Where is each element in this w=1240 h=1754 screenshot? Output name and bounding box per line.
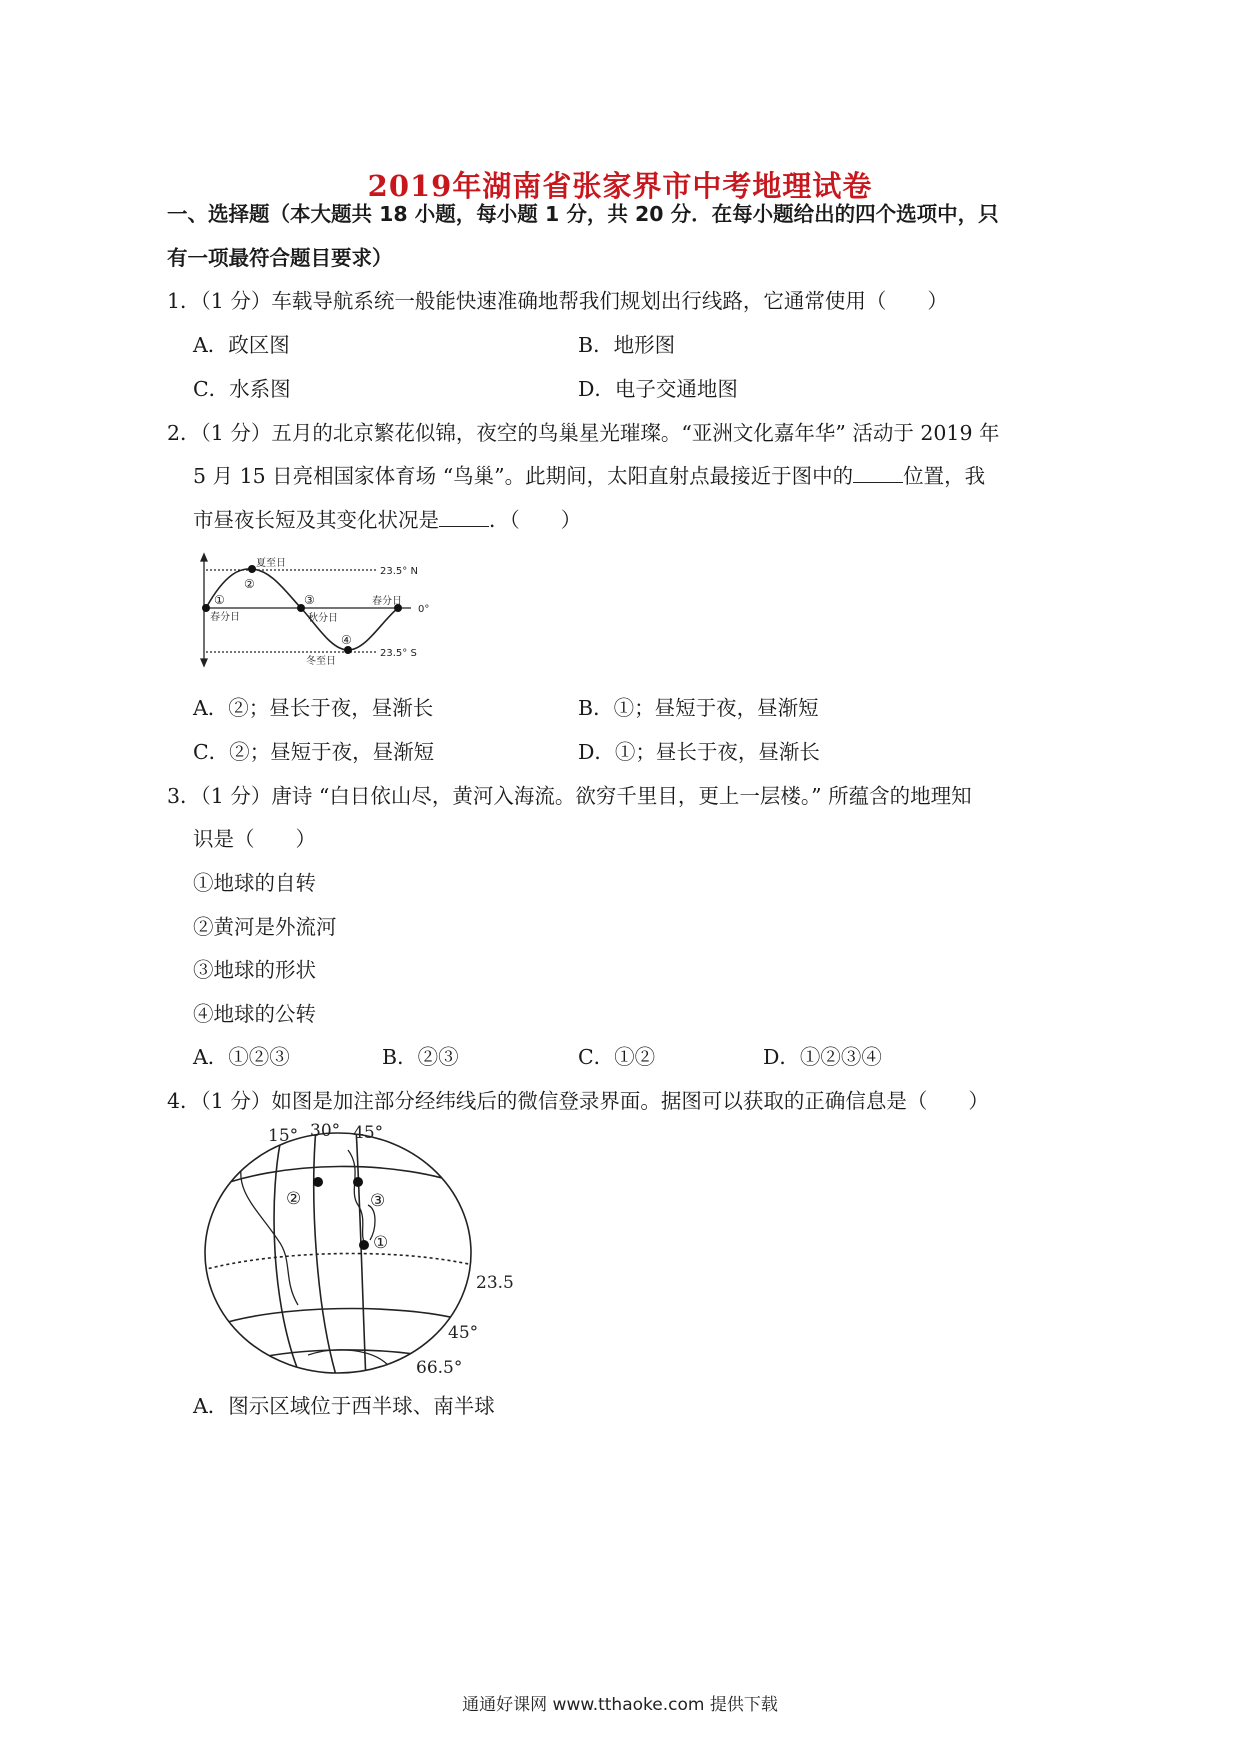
label-spring-right: 春分日 bbox=[372, 596, 402, 607]
q3-stem-line1: 3．（1 分）唐诗 “白日依山尽，黄河入海流。欲穷千里目，更上一层楼。” 所蕴含的地理知 bbox=[167, 784, 972, 808]
q3-item-1: ①地球的自转 bbox=[193, 871, 316, 895]
q2-stem-line3-text: 市昼夜长短及其变化状况是 bbox=[193, 508, 439, 532]
q2-blank-2 bbox=[439, 506, 489, 527]
axis-arrow-down bbox=[201, 659, 207, 666]
q3-option-c: C．①② bbox=[578, 1045, 656, 1069]
label-lat-23: 23.5 bbox=[476, 1273, 514, 1293]
point-3 bbox=[353, 1177, 363, 1187]
marker-3: ③ bbox=[304, 593, 315, 607]
page-footer: 通通好课网 www.tthaoke.com 提供下载 bbox=[462, 1695, 778, 1715]
q3-stem-line2: 识是（ ） bbox=[193, 827, 316, 851]
marker-1-label: ① bbox=[373, 1233, 389, 1253]
q4-option-a: A．图示区域位于西半球、南半球 bbox=[193, 1394, 495, 1418]
label-winter: 冬至日 bbox=[306, 656, 336, 667]
label-lat-s: 23.5° S bbox=[380, 648, 417, 659]
q1-option-c: C．水系图 bbox=[193, 377, 291, 401]
q1-option-a: A．政区图 bbox=[193, 333, 290, 357]
wechat-globe-figure bbox=[198, 1120, 528, 1385]
africa-coast bbox=[241, 1160, 298, 1305]
q4-stem: 4．（1 分）如图是加注部分经纬线后的微信登录界面。据图可以获取的正确信息是（ ） bbox=[167, 1089, 989, 1113]
tropic-capricorn-line bbox=[203, 1254, 473, 1270]
globe-outline bbox=[205, 1133, 471, 1373]
q3-item-4: ④地球的公转 bbox=[193, 1002, 316, 1026]
label-lon-15: 15° bbox=[268, 1126, 299, 1146]
label-lat-n: 23.5° N bbox=[380, 566, 418, 577]
point-2 bbox=[313, 1177, 323, 1187]
q1-option-b: B．地形图 bbox=[578, 333, 676, 357]
label-autumn: 秋分日 bbox=[308, 613, 338, 624]
marker-2: ② bbox=[244, 577, 255, 591]
q3-item-3: ③地球的形状 bbox=[193, 958, 316, 982]
antarctica-coast bbox=[308, 1350, 388, 1365]
q2-stem-line2 bbox=[193, 462, 985, 490]
label-summer: 夏至日 bbox=[256, 558, 286, 569]
section-heading-line1: 一、选择题（本大题共 18 小题，每小题 1 分，共 20 分．在每小题给出的四个选项中，只 bbox=[167, 202, 999, 226]
q2-stem-line1: 2．（1 分）五月的北京繁花似锦，夜空的鸟巢星光璀璨。“亚洲文化嘉年华” 活动于 2019 年 bbox=[167, 421, 1000, 445]
q2-option-b: B．①；昼短于夜，昼渐短 bbox=[578, 696, 819, 720]
marker-2-label: ② bbox=[286, 1189, 302, 1209]
point-spring-left bbox=[202, 604, 210, 612]
axis-arrow-up bbox=[201, 554, 207, 561]
point-summer bbox=[248, 565, 256, 573]
q1-stem: 1．（1 分）车载导航系统一般能快速准确地帮我们规划出行线路，它通常使用（ ） bbox=[167, 289, 948, 313]
q2-option-d: D．①；昼长于夜，昼渐长 bbox=[578, 740, 820, 764]
q2-stem-line3 bbox=[193, 506, 581, 534]
marker-3-label: ③ bbox=[370, 1191, 386, 1211]
q2-blank-1 bbox=[853, 462, 903, 483]
q3-option-a: A．①②③ bbox=[193, 1045, 290, 1069]
label-lat-0: 0° bbox=[418, 604, 430, 615]
parallel-45 bbox=[218, 1309, 463, 1325]
point-1 bbox=[359, 1240, 369, 1250]
label-lon-30: 30° bbox=[310, 1121, 341, 1141]
point-winter bbox=[344, 646, 352, 654]
label-spring-left: 春分日 bbox=[210, 612, 240, 623]
q2-stem-line2-text: 5 月 15 日亮相国家体育场 “鸟巢”。此期间，太阳直射点最接近于图中的 bbox=[193, 464, 854, 488]
q3-item-2: ②黄河是外流河 bbox=[193, 915, 337, 939]
q2-stem-line2-tail: 位置，我 bbox=[903, 464, 986, 488]
q2-option-c: C．②；昼短于夜，昼渐短 bbox=[193, 740, 435, 764]
marker-1: ① bbox=[214, 593, 225, 607]
page-title: 2019年湖南省张家界市中考地理试卷 bbox=[367, 169, 873, 203]
label-lon-45: 45° bbox=[353, 1123, 384, 1143]
solar-declination-figure bbox=[196, 552, 446, 672]
q1-option-d: D．电子交通地图 bbox=[578, 377, 738, 401]
marker-4: ④ bbox=[341, 633, 352, 647]
q3-option-d: D．①②③④ bbox=[763, 1045, 882, 1069]
section-heading-line2: 有一项最符合题目要求） bbox=[167, 246, 393, 270]
q2-option-a: A．②；昼长于夜，昼渐长 bbox=[193, 696, 434, 720]
label-lat-45: 45° bbox=[448, 1323, 479, 1343]
q3-option-b: B．②③ bbox=[382, 1045, 459, 1069]
q2-stem-line3-tail: ．（ ） bbox=[489, 508, 582, 532]
label-lat-66: 66.5° bbox=[416, 1358, 463, 1378]
